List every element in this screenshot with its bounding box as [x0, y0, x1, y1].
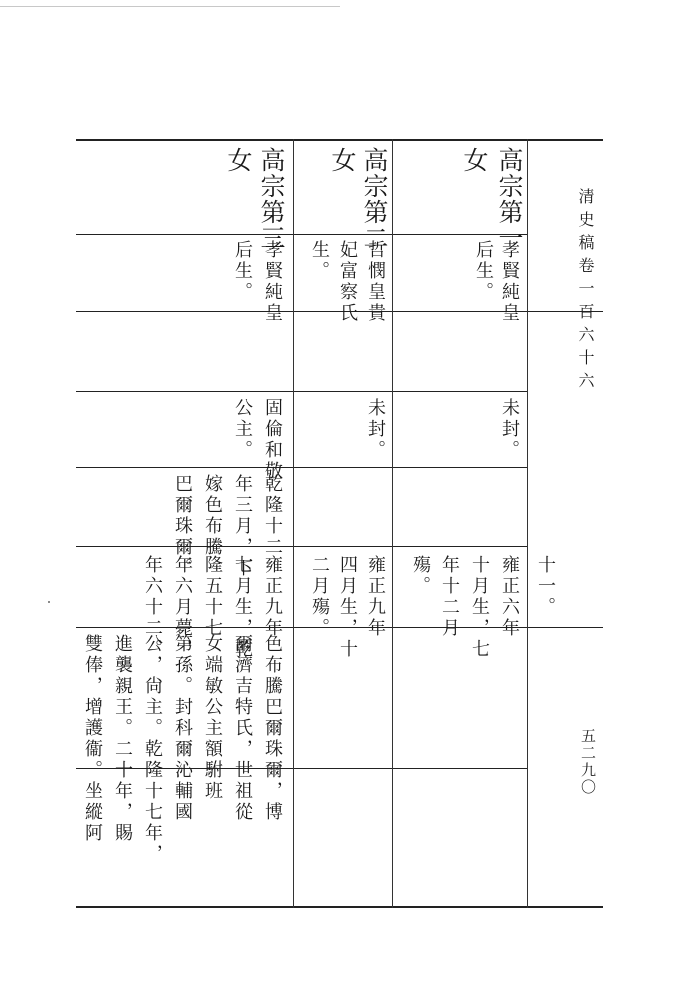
row-rule-1 [76, 234, 528, 235]
entry-2-dates-line-2: 四月生，十 [337, 555, 358, 660]
column-rule-2 [392, 139, 393, 908]
entry-2-mother-line-3: 生。 [309, 240, 330, 282]
entry-1-dates-line-1: 雍正六年 [499, 555, 520, 639]
entry-1-dates-line-4: 殤。 [410, 555, 431, 597]
entry-3-consort-line-4: 第孫。封科爾沁輔國 [172, 634, 193, 823]
entry-1-rank: 未封。 [499, 398, 520, 461]
entry-3-consort-line-2: 爾濟吉特氏，世祖從 [232, 634, 253, 823]
entry-3-dates-line-2: 七月生，乾 [232, 555, 253, 660]
row-rule-5 [76, 546, 528, 547]
entry-3-dates-line-4: 年六月薨， [172, 555, 193, 660]
entry-3-marriage-line-3: 嫁色布騰 [202, 474, 223, 558]
row-rule-4 [76, 467, 528, 468]
entry-3-consort-line-5: 公，尙主。乾隆十七年， [142, 634, 163, 865]
entry-2-label: 女 [328, 147, 357, 172]
table-top-rule [76, 139, 603, 141]
table-bottom-rule [76, 906, 603, 908]
entry-3-mother-line-2: 后生。 [232, 240, 253, 303]
scan-edge [0, 0, 340, 7]
row-rule-3 [76, 391, 528, 392]
entry-1-dates-line-3: 年十二月 [439, 555, 460, 639]
entry-1-age: 十一。 [535, 555, 556, 618]
entry-3-label: 女 [224, 147, 253, 172]
entry-2-dates-line-1: 雍正九年 [365, 555, 386, 639]
book-title: 清史稿卷一百六十六 [576, 188, 595, 395]
entry-2-rank: 未封。 [365, 398, 386, 461]
entry-3-rank-line-1: 固倫和敬 [262, 398, 283, 482]
entry-3-dates-line-3: 隆五十七 [202, 555, 223, 639]
entry-3-consort-line-7: 雙俸，增護衞。坐縱阿 [82, 634, 103, 844]
entry-1-dates-line-2: 十月生，七 [469, 555, 490, 660]
entry-3-marriage-line-4: 巴爾珠爾。 [172, 474, 193, 579]
entry-2-mother-line-1: 哲憫皇貴 [365, 240, 386, 324]
entry-3-marriage-line-2: 年三月，下 [232, 474, 253, 579]
entry-2-title: 高宗第二 [360, 147, 389, 251]
entry-1-title: 高宗第一 [495, 147, 524, 251]
entry-3-title: 高宗第三 [257, 147, 286, 251]
entry-3-consort-line-3: 女端敏公主額駙班 [202, 634, 223, 802]
entry-3-rank-line-2: 公主。 [232, 398, 253, 461]
column-rule-3 [293, 139, 294, 908]
entry-2-dates-line-3: 二月殤。 [309, 555, 330, 639]
column-rule-right [527, 139, 528, 908]
entry-3-consort-line-6: 進襲親王。二十年，賜 [112, 634, 133, 844]
entry-1-mother-line-2: 后生。 [473, 240, 494, 303]
entry-2-mother-line-2: 妃富察氏 [337, 240, 358, 324]
entry-3-marriage-line-1: 乾隆十二 [262, 474, 283, 558]
entry-3-dates-line-1: 雍正九年 [262, 555, 283, 639]
entry-3-consort-line-1: 色布騰巴爾珠爾，博 [262, 634, 283, 823]
scan-speck [48, 601, 50, 603]
entry-3-dates-line-5: 年六十二。 [142, 555, 163, 660]
entry-1-label: 女 [460, 147, 489, 172]
page-number: 五二九〇 [579, 728, 597, 796]
entry-1-mother-line-1: 孝賢純皇 [499, 240, 520, 324]
entry-3-mother-line-1: 孝賢純皇 [262, 240, 283, 324]
